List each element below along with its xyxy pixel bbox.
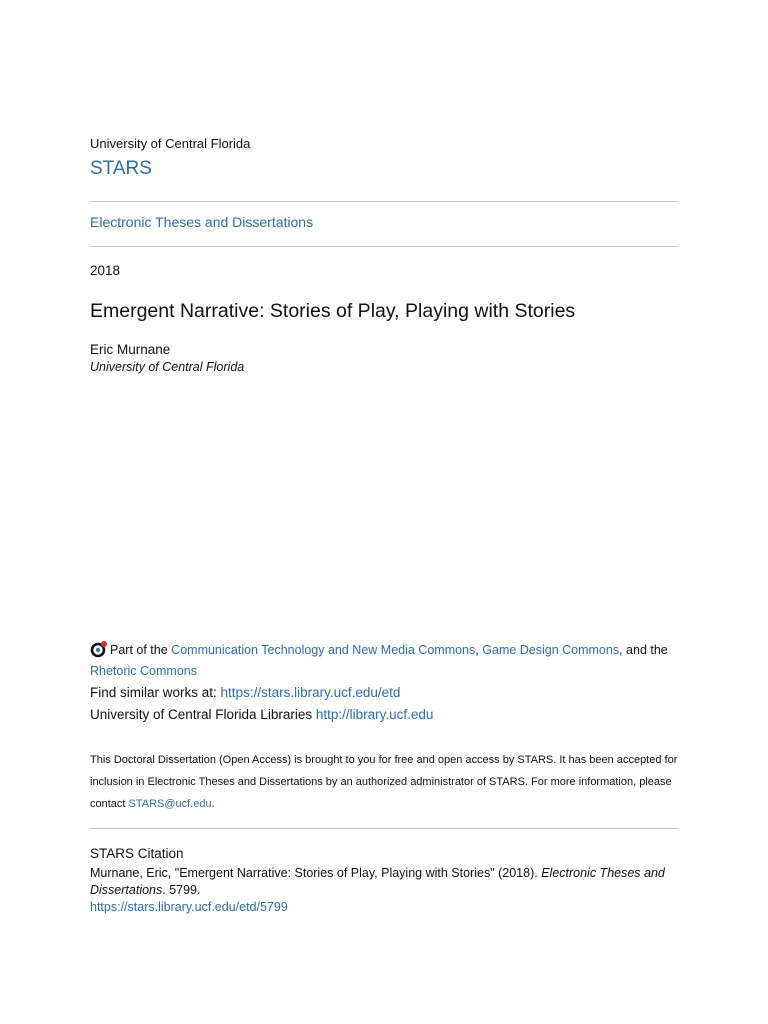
notice-end: . [211,798,215,810]
find-similar [90,685,400,700]
commons-network-icon [90,640,108,658]
publication-year: 2018 [90,263,121,278]
citation-body: Murnane, Eric, "Emergent Narrative: Stories of Play, Playing with Stories" (2018). [90,866,538,880]
author-affiliation: University of Central Florida [90,360,245,374]
institution-name: University of Central Florida [90,136,251,151]
separator: , [475,643,479,657]
part-of-commons [90,640,678,682]
notice-text: This Doctoral Dissertation (Open Access) is brought to you for free and open access by STARS. It has been accepted for inclusion in Electronic Theses and Dissertations by an authorized administrator of STARS. For more information, please contact [90,754,678,810]
divider [90,828,678,829]
similar-works-link[interactable]: https://stars.library.ucf.edu/etd [220,685,401,700]
find-similar-label: Find similar works at: [90,685,217,700]
part-of-prefix: Part of the [110,643,168,657]
citation-journal: Electronic Theses and Dissertations [90,866,665,897]
separator: , and the [619,643,668,657]
divider [90,246,678,247]
rhetoric-commons-link[interactable]: Rhetoric Commons [90,664,197,678]
citation-text [90,865,678,899]
divider [90,201,678,202]
repository-link[interactable]: STARS [90,158,152,179]
libraries-line [90,707,433,722]
work-title: Emergent Narrative: Stories of Play, Playing with Stories [90,300,576,322]
citation-url-link[interactable]: https://stars.library.ucf.edu/etd/5799 [90,900,288,914]
libraries-link[interactable]: http://library.ucf.edu [315,707,434,722]
access-notice [90,749,678,815]
communication-technology-commons-link[interactable]: Communication Technology and New Media Commons [171,643,476,657]
author-name: Eric Murnane [90,342,171,357]
citation-number: . 5799. [162,883,201,897]
game-design-commons-link[interactable]: Game Design Commons [482,643,620,657]
collection-link[interactable]: Electronic Theses and Dissertations [90,214,314,230]
citation-heading: STARS Citation [90,846,184,861]
libraries-label: University of Central Florida Libraries [90,707,313,722]
contact-email-link[interactable]: STARS@ucf.edu [128,798,212,810]
